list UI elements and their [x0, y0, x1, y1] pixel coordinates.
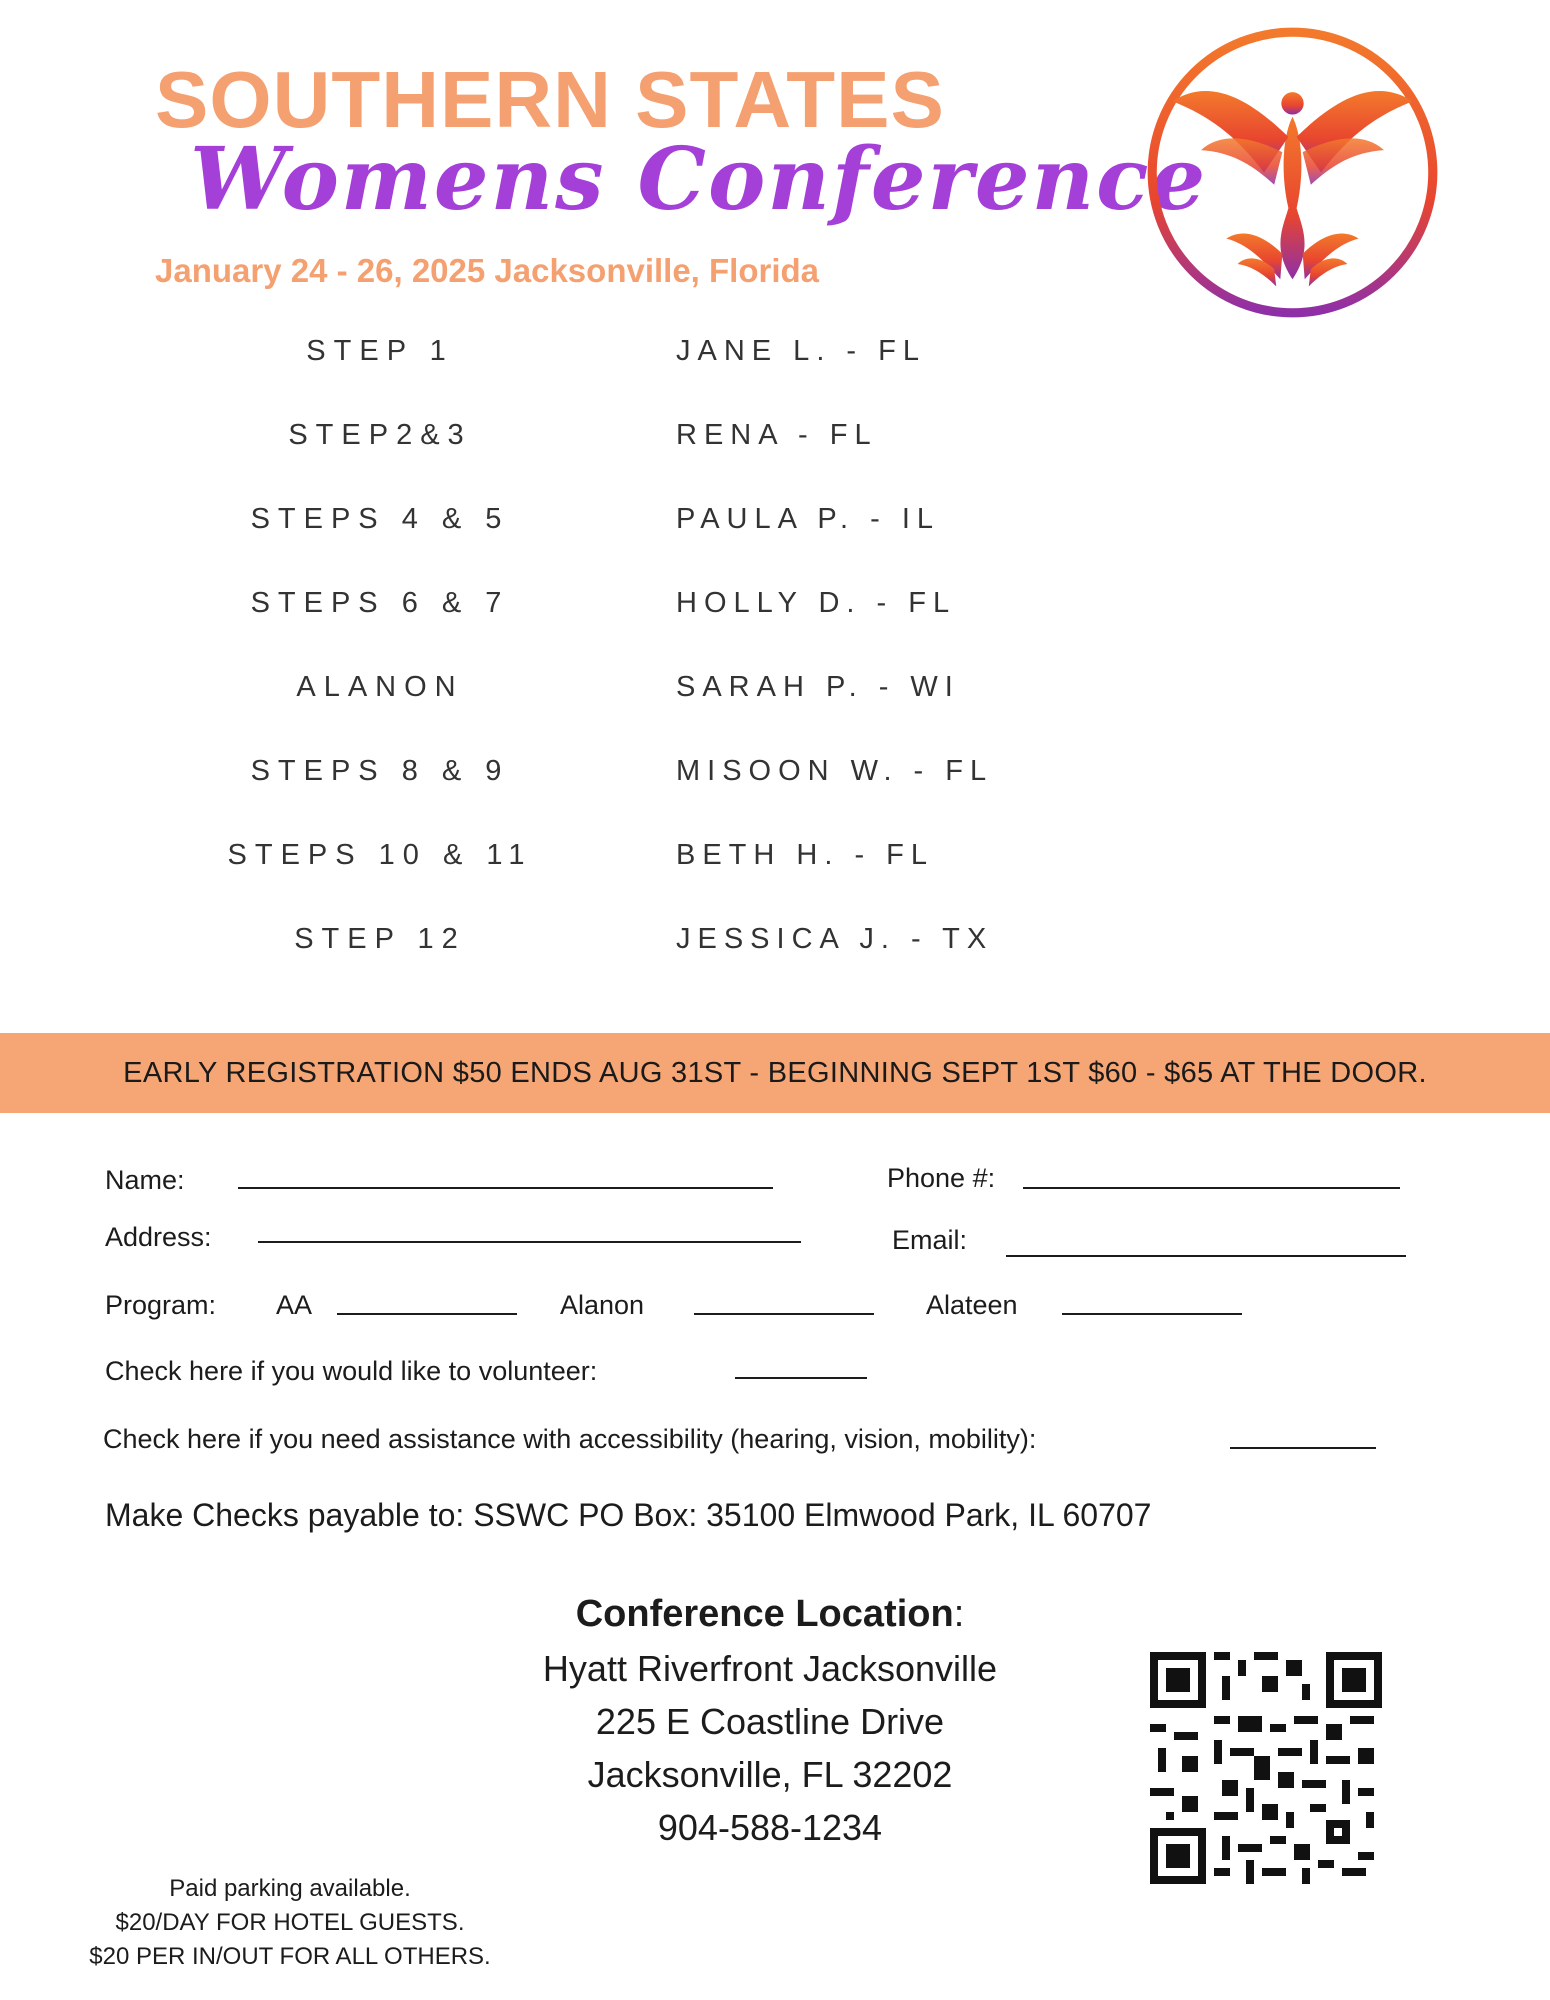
date-location: January 24 - 26, 2025 Jacksonville, Florida	[155, 252, 820, 289]
parking-line: Paid parking available.	[169, 1875, 411, 1902]
email-field[interactable]	[1006, 1255, 1406, 1257]
venue-phone: 904-588-1234	[657, 1807, 883, 1848]
phoenix-woman-logo-icon	[1140, 20, 1445, 325]
conference-title: SOUTHERN STATES	[155, 55, 945, 144]
step-label: STEPS 8 & 9	[250, 755, 510, 787]
location-heading	[440, 1593, 1100, 1636]
venue-name: Hyatt Riverfront Jacksonville	[542, 1648, 998, 1689]
speaker-name: BETH H. - FL	[676, 839, 935, 871]
step-label: STEPS 6 & 7	[250, 587, 510, 619]
accessibility-label: Check here if you need assistance with accessibility (hearing, vision, mobility):	[103, 1424, 1037, 1454]
speaker-name: SARAH P. - WI	[676, 671, 960, 703]
phone-field[interactable]	[1023, 1187, 1400, 1189]
parking-line: $20/DAY FOR HOTEL GUESTS.	[115, 1909, 465, 1936]
payable-to-text: Make Checks payable to: SSWC PO Box: 35100 Elmwood Park, IL 60707	[105, 1497, 1152, 1533]
registration-banner-text: EARLY REGISTRATION $50 ENDS AUG 31ST - BEGINNING SEPT 1ST $60 - $65 AT THE DOOR.	[123, 1056, 1427, 1089]
volunteer-field[interactable]	[735, 1377, 867, 1379]
name-field[interactable]	[238, 1187, 773, 1189]
speaker-name: MISOON W. - FL	[676, 755, 994, 787]
email-label: Email:	[892, 1225, 968, 1255]
program-option-aa: AA	[276, 1290, 313, 1320]
parking-line: $20 PER IN/OUT FOR ALL OTHERS.	[89, 1943, 491, 1970]
step-label: STEPS 4 & 5	[250, 503, 510, 535]
program-label: Program:	[105, 1290, 217, 1320]
venue-city: Jacksonville, FL 32202	[587, 1754, 953, 1795]
name-label: Name:	[105, 1165, 185, 1195]
program-alanon-field[interactable]	[694, 1313, 874, 1315]
program-option-alateen: Alateen	[926, 1290, 1018, 1320]
location-heading-colon: :	[953, 1593, 965, 1635]
registration-banner	[0, 1033, 1550, 1113]
speaker-name: RENA - FL	[676, 419, 878, 451]
qr-code-icon[interactable]	[1150, 1652, 1382, 1884]
venue-street: 225 E Coastline Drive	[595, 1701, 945, 1742]
conference-location	[440, 1593, 1100, 1854]
speaker-name: JESSICA J. - TX	[676, 923, 994, 955]
program-aa-field[interactable]	[337, 1313, 517, 1315]
speaker-row	[0, 839, 1550, 899]
speaker-row	[0, 671, 1550, 731]
parking-info	[55, 1872, 525, 1974]
address-field[interactable]	[258, 1241, 801, 1243]
speaker-row	[0, 587, 1550, 647]
speaker-row	[0, 503, 1550, 563]
accessibility-field[interactable]	[1230, 1447, 1376, 1449]
speaker-row	[0, 419, 1550, 479]
step-label: STEP2&3	[288, 419, 472, 451]
address-label: Address:	[105, 1222, 212, 1252]
speaker-name: HOLLY D. - FL	[676, 587, 957, 619]
speaker-row	[0, 923, 1550, 983]
step-label: STEP 1	[306, 335, 454, 367]
location-heading-text: Conference Location	[575, 1593, 954, 1635]
phone-label: Phone #:	[887, 1163, 996, 1193]
step-label: STEP 12	[294, 923, 466, 955]
program-alateen-field[interactable]	[1062, 1313, 1242, 1315]
speaker-name: JANE L. - FL	[676, 335, 926, 367]
step-label: ALANON	[296, 671, 464, 703]
conference-subtitle: Womens Conference	[190, 129, 1208, 230]
speaker-row	[0, 335, 1550, 395]
program-option-alanon: Alanon	[560, 1290, 645, 1320]
speaker-name: PAULA P. - IL	[676, 503, 941, 535]
speaker-row	[0, 755, 1550, 815]
volunteer-label: Check here if you would like to volunteer:	[105, 1356, 598, 1386]
step-label: STEPS 10 & 11	[227, 839, 533, 871]
